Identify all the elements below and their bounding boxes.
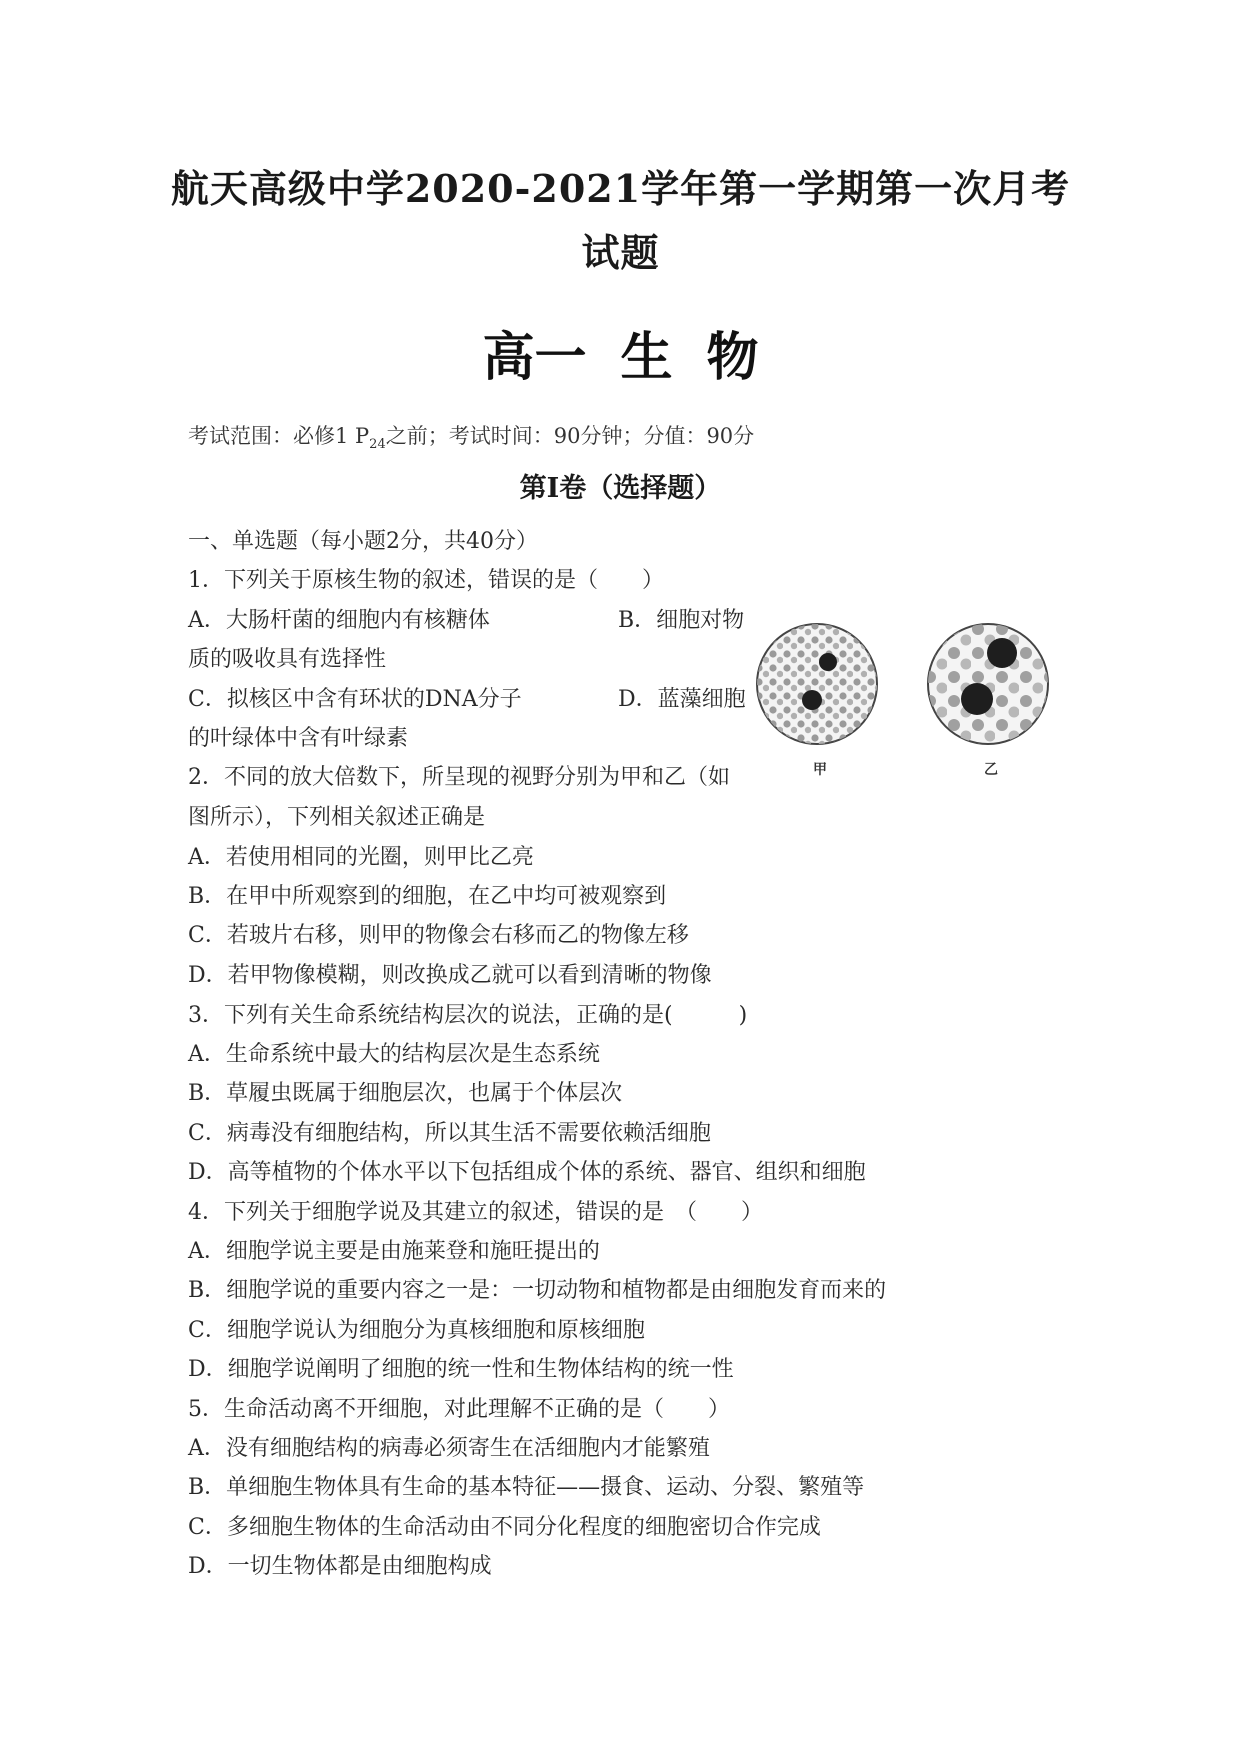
field-yi [925,622,1051,747]
q2-option-b: B．在甲中所观察到的细胞，在乙中均可被观察到 [188,884,667,909]
q4-option-d: D．细胞学说阐明了细胞的统一性和生物体结构的统一性 [188,1357,734,1382]
field-jia [755,622,880,747]
q1-stem: 1．下列关于原核生物的叙述，错误的是（ ） [188,568,664,593]
q1-option-b-continued: 质的吸收具有选择性 [188,647,387,672]
q4-option-b: B．细胞学说的重要内容之一是：一切动物和植物都是由细胞发育而来的 [188,1278,887,1303]
q4-option-c: C．细胞学说认为细胞分为真核细胞和原核细胞 [188,1318,645,1343]
q3-stem: 3．下列有关生命系统结构层次的说法，正确的是( ) [188,1003,748,1028]
part-heading: 一、单选题（每小题2分，共40分） [188,529,538,554]
q3-option-b: B．草履虫既属于细胞层次，也属于个体层次 [188,1081,623,1106]
q2-option-d: D．若甲物像模糊，则改换成乙就可以看到清晰的物像 [188,963,712,988]
subject-name-char-1: 生 [620,327,673,388]
cell-nucleus-dark [819,653,837,671]
cell-nucleus-dark [987,638,1017,668]
microscope-fields-figure [755,622,1075,782]
exam-title-line-1: 航天高级中学2020-2021学年第一学期第一次月考 [170,166,1071,211]
q5-option-b: B．单细胞生物体具有生命的基本特征——摄食、运动、分裂、繁殖等 [188,1475,865,1500]
cell-nucleus-dark [961,683,993,715]
subject-grade: 高一 [482,327,587,388]
exam-info-suffix: 之前；考试时间：90分钟；分值：90分 [385,424,755,448]
q1-option-d: D．蓝藻细胞 [618,687,746,712]
figure-label-jia: 甲 [813,762,827,778]
q4-stem: 4．下列关于细胞学说及其建立的叙述，错误的是 （ ） [188,1200,763,1225]
q2-stem-line-1: 2．不同的放大倍数下，所呈现的视野分别为甲和乙（如 [188,765,730,790]
q5-option-c: C．多细胞生物体的生命活动由不同分化程度的细胞密切合作完成 [188,1515,821,1540]
subject-name-char-2: 物 [706,327,759,388]
exam-info [188,420,754,452]
cell-nucleus-dark [802,690,822,710]
q3-option-c: C．病毒没有细胞结构，所以其生活不需要依赖活细胞 [188,1121,711,1146]
exam-info-prefix: 考试范围：必修1 P [188,424,370,448]
q3-option-a: A．生命系统中最大的结构层次是生态系统 [188,1042,600,1067]
section-title: 第Ⅰ卷（选择题） [519,473,722,504]
q1-option-a: A．大肠杆菌的细胞内有核糖体 [188,608,490,633]
exam-title-line-2: 试题 [581,230,660,275]
subject-title [0,315,1241,390]
q1-option-d-continued: 的叶绿体中含有叶绿素 [188,726,409,751]
exam-info-page-subscript: 24 [369,437,386,453]
q1-option-c: C．拟核区中含有环状的DNA分子 [188,687,522,712]
q1-option-b: B．细胞对物 [618,608,745,633]
q5-option-d: D．一切生物体都是由细胞构成 [188,1554,492,1579]
q5-option-a: A．没有细胞结构的病毒必须寄生在活细胞内才能繁殖 [188,1436,710,1461]
q5-stem: 5．生命活动离不开细胞，对此理解不正确的是（ ） [188,1397,730,1422]
q2-option-a: A．若使用相同的光圈，则甲比乙亮 [188,845,534,870]
q3-option-d: D．高等植物的个体水平以下包括组成个体的系统、器官、组织和细胞 [188,1160,866,1185]
figure-label-yi: 乙 [984,762,998,778]
q2-option-c: C．若玻片右移，则甲的物像会右移而乙的物像左移 [188,923,689,948]
q2-stem-line-2: 图所示），下列相关叙述正确是 [188,805,486,830]
q4-option-a: A．细胞学说主要是由施莱登和施旺提出的 [188,1239,600,1264]
